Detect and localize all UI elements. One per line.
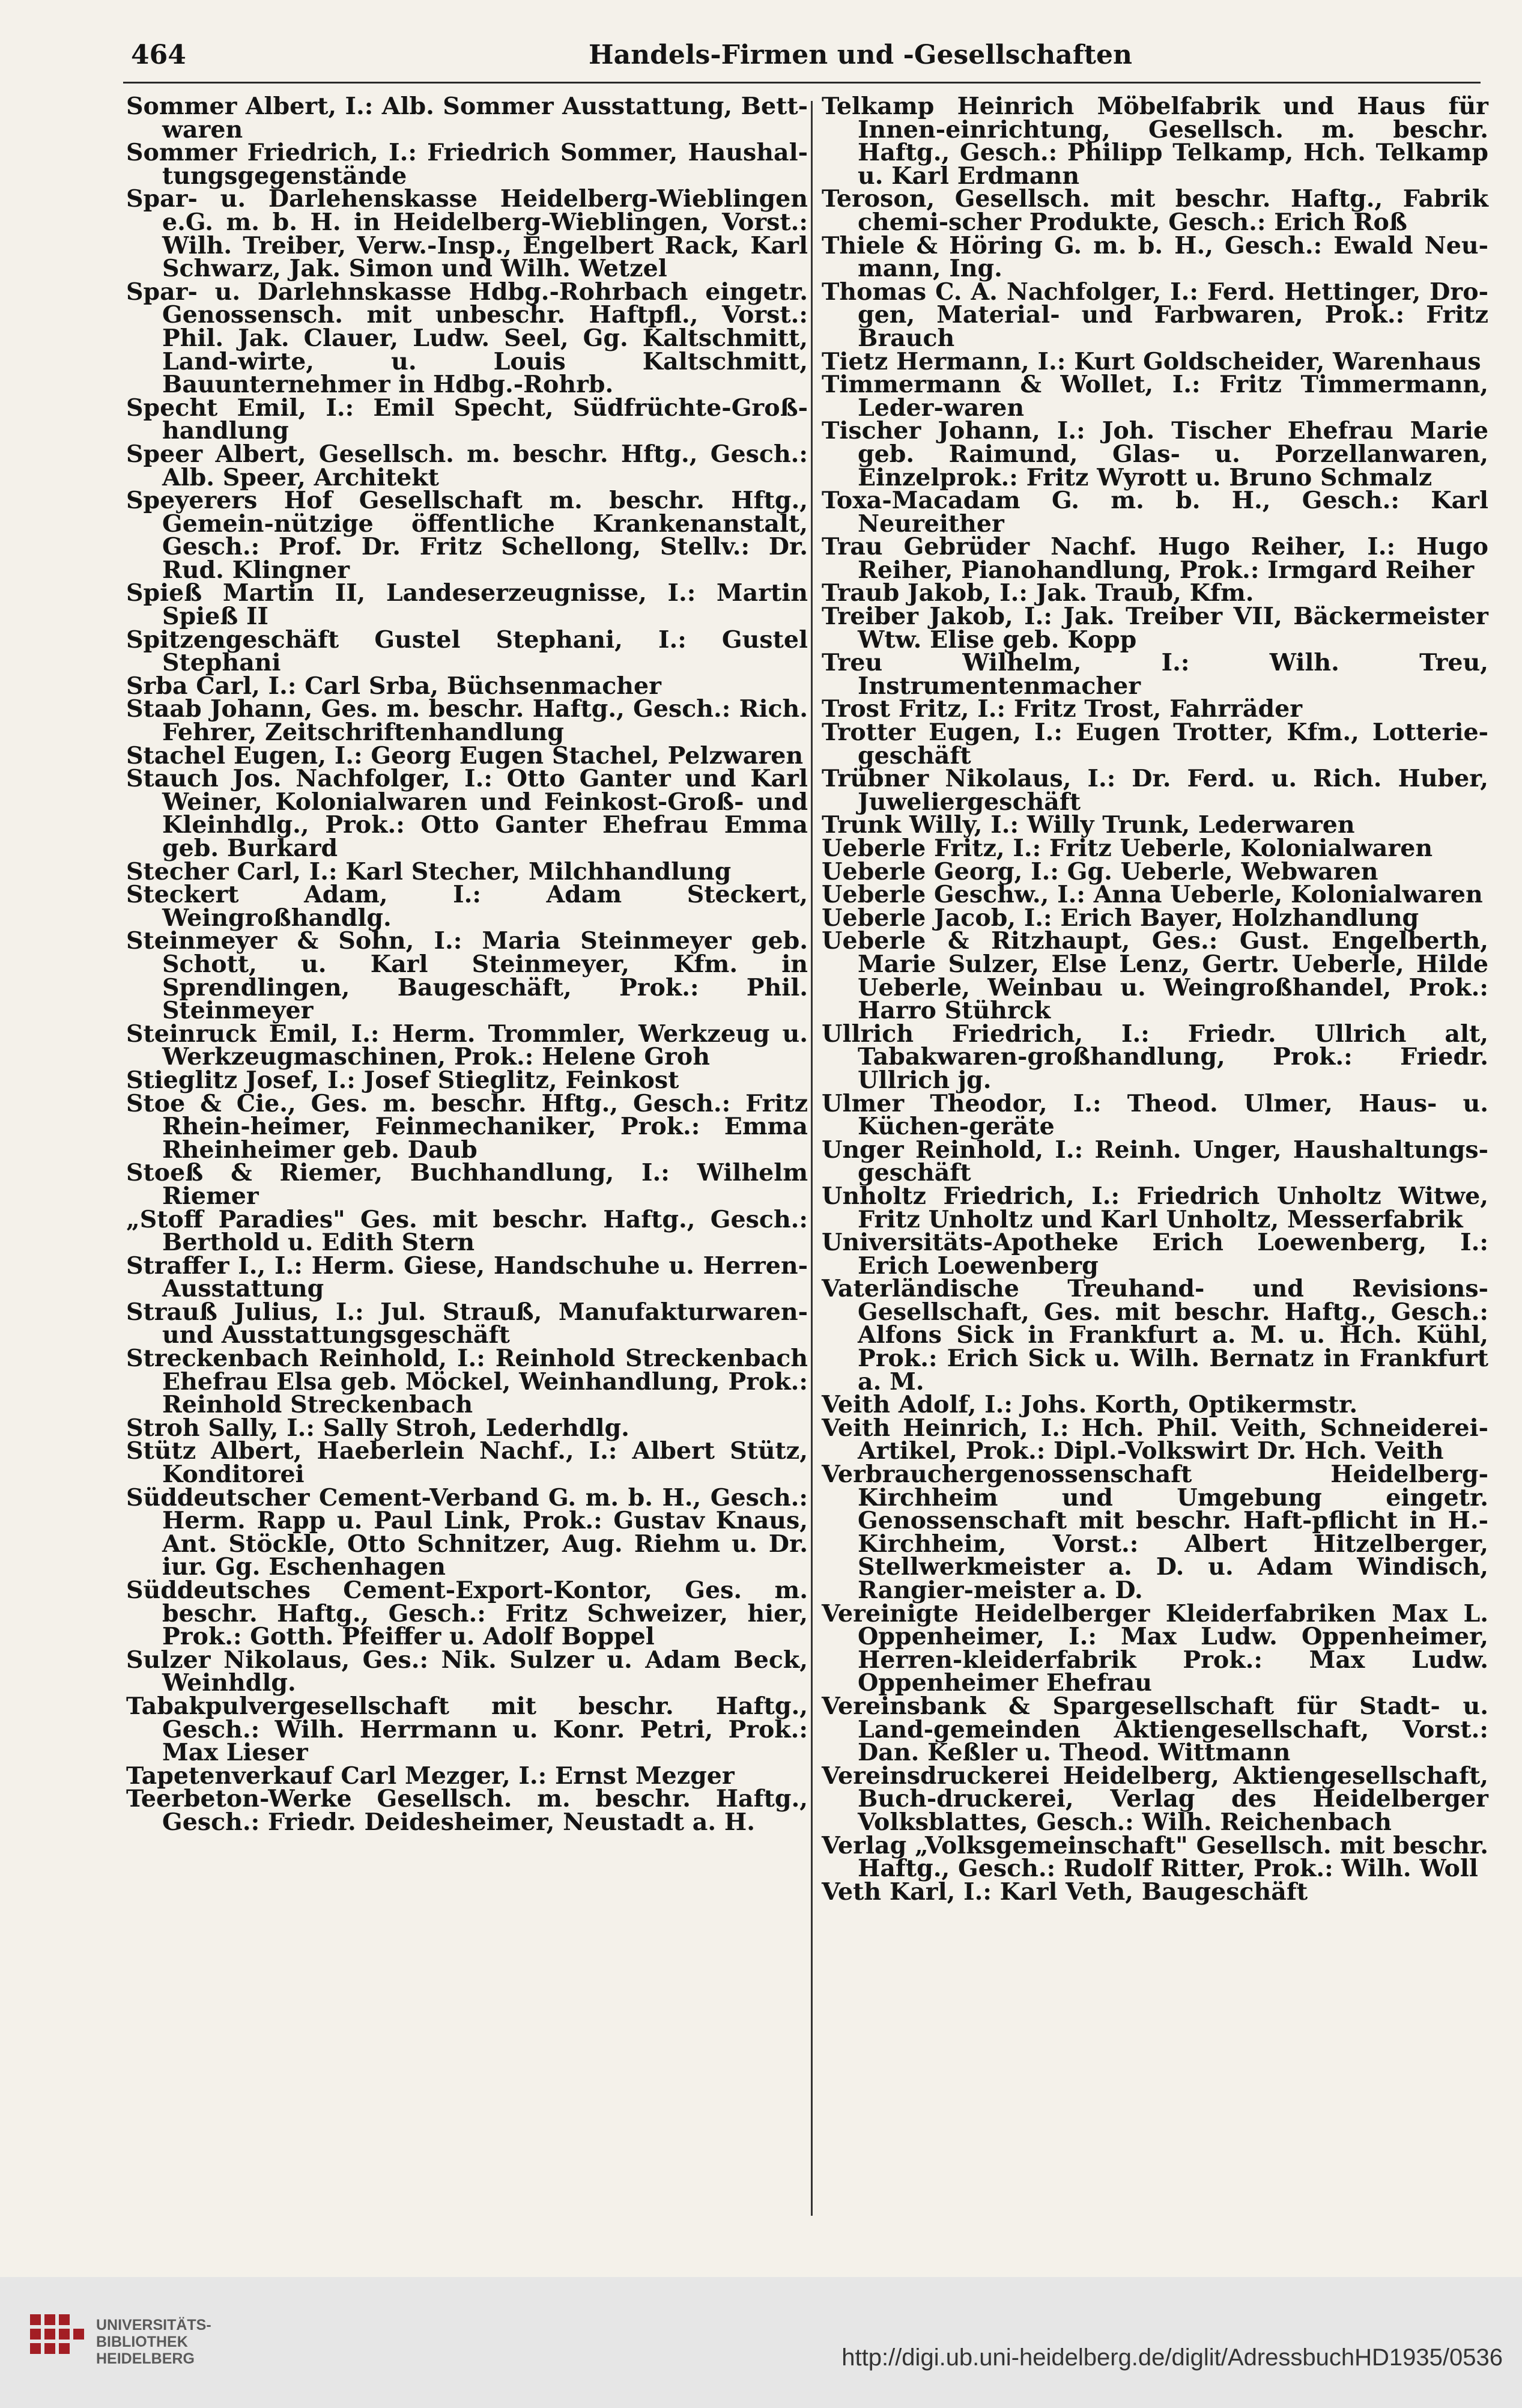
directory-entry: Spar- u. Darlehnskasse Hdbg.-Rohrbach eingetr. Genossensch. mit unbeschr. Haftpfl., Vorst.: Phil. Jak. Clauer, Ludw. Seel, Gg. Kaltschmitt, Land-wirte, u. Louis Kaltschmitt, Bauunternehmer in Hdbg.-Rohrb. <box>126 278 808 399</box>
directory-entry: Specht Emil, I.: Emil Specht, Südfrüchte-Groß-handlung <box>126 394 808 445</box>
directory-entry: Straffer I., I.: Herm. Giese, Handschuhe u. Herren-Ausstattung <box>126 1251 808 1303</box>
directory-entry: Treu Wilhelm, I.: Wilh. Treu, Instrumentenmacher <box>822 649 1488 700</box>
directory-entry: Tietz Hermann, I.: Kurt Goldscheider, Warenhaus <box>822 347 1481 375</box>
directory-entry: Stroh Sally, I.: Sally Stroh, Lederhdlg. <box>126 1414 629 1442</box>
directory-entry: Steinmeyer & Sohn, I.: Maria Steinmeyer geb. Schott, u. Karl Steinmeyer, Kfm. in Sprendlingen, Baugeschäft, Prok.: Phil. Steinmeyer <box>126 927 808 1025</box>
directory-entry: Süddeutsches Cement-Export-Kontor, Ges. m. beschr. Haftg., Gesch.: Fritz Schweizer, hier, Prok.: Gotth. Pfeiffer u. Adolf Boppel <box>126 1576 808 1651</box>
directory-entry: Stoe & Cie., Ges. m. beschr. Hftg., Gesch.: Fritz Rhein-heimer, Feinmechaniker, Prok.: Emma Rheinheimer geb. Daub <box>126 1089 808 1164</box>
library-name <box>96 2317 211 2367</box>
directory-entry: Ueberle Jacob, I.: Erich Bayer, Holzhandlung <box>822 904 1419 932</box>
directory-entry: Ueberle Geschw., I.: Anna Ueberle, Kolonialwaren <box>822 881 1483 909</box>
directory-entry: Toxa-Macadam G. m. b. H., Gesch.: Karl Neureither <box>822 487 1488 538</box>
directory-entry: Strauß Julius, I.: Jul. Strauß, Manufakturwaren-und Ausstattungsgeschäft <box>126 1298 808 1349</box>
right-column <box>822 93 1488 1906</box>
directory-entry: Spar- u. Darlehenskasse Heidelberg-Wieblingen e.G. m. b. H. in Heidelberg-Wieblingen, Vorst.: Wilh. Treiber, Verw.-Insp., Engelbert Rack, Karl Schwarz, Jak. Simon und Wilh. Wetzel <box>126 185 808 283</box>
directory-entry: „Stoff Paradies" Ges. mit beschr. Haftg., Gesch.: Berthold u. Edith Stern <box>126 1205 808 1257</box>
directory-entry: Tabakpulvergesellschaft mit beschr. Haftg., Gesch.: Wilh. Herrmann u. Konr. Petri, Prok.: Max Lieser <box>126 1692 808 1767</box>
directory-entry: Ueberle & Ritzhaupt, Ges.: Gust. Engelberth, Marie Sulzer, Else Lenz, Gertr. Ueberle, Hilde Ueberle, Weinbau u. Weingroßhandel, Prok.: Harro Stührck <box>822 927 1488 1025</box>
directory-entry: Telkamp Heinrich Möbelfabrik und Haus für Innen-einrichtung, Gesellsch. m. beschr. Haftg., Gesch.: Philipp Telkamp, Hch. Telkamp u. Karl Erdmann <box>822 93 1488 190</box>
directory-entry: Trost Fritz, I.: Fritz Trost, Fahrräder <box>822 695 1303 723</box>
directory-entry: Timmermann & Wollet, I.: Fritz Timmermann, Leder-waren <box>822 371 1488 422</box>
library-footer <box>0 2277 1522 2408</box>
directory-entry: Vereinsbank & Spargesellschaft für Stadt- u. Land-gemeinden Aktiengesellschaft, Vorst.: Dan. Keßler u. Theod. Wittmann <box>822 1692 1488 1767</box>
directory-entry: Speyerers Hof Gesellschaft m. beschr. Hftg., Gemein-nützige öffentliche Krankenanstalt, Gesch.: Prof. Dr. Fritz Schellong, Stellv.: Dr. Rud. Klingner <box>126 487 808 584</box>
directory-entry: Veith Heinrich, I.: Hch. Phil. Veith, Schneiderei-Artikel, Prok.: Dipl.-Volkswirt Dr. Hch. Veith <box>822 1414 1488 1465</box>
page-title: Handels-Firmen und -Gesellschaften <box>589 40 1132 70</box>
directory-entry: Trotter Eugen, I.: Eugen Trotter, Kfm., Lotterie-geschäft <box>822 719 1488 770</box>
directory-entry: Trübner Nikolaus, I.: Dr. Ferd. u. Rich. Huber, Juweliergeschäft <box>822 765 1488 816</box>
directory-entry: Vereinsdruckerei Heidelberg, Aktiengesellschaft, Buch-druckerei, Verlag des Heidelberger Volksblattes, Gesch.: Wilh. Reichenbach <box>822 1762 1488 1836</box>
directory-entry: Universitäts-Apotheke Erich Loewenberg, I.: Erich Loewenberg <box>822 1229 1488 1280</box>
directory-entry: Sommer Friedrich, I.: Friedrich Sommer, Haushal-tungsgegenstände <box>126 139 808 190</box>
directory-entry: Staab Johann, Ges. m. beschr. Haftg., Gesch.: Rich. Fehrer, Zeitschriftenhandlung <box>126 695 808 747</box>
library-logo-icon <box>30 2314 84 2368</box>
directory-entry: Stauch Jos. Nachfolger, I.: Otto Ganter und Karl Weiner, Kolonialwaren und Feinkost-Groß- und Kleinhdlg., Prok.: Otto Ganter Ehefrau Emma geb. Burkard <box>126 765 808 862</box>
page-header <box>0 35 1522 83</box>
library-name-line: BIBLIOTHEK <box>96 2334 188 2350</box>
directory-entry: Stecher Carl, I.: Karl Stecher, Milchhandlung <box>126 857 732 886</box>
column-divider <box>811 101 813 2216</box>
directory-entry: Stoeß & Riemer, Buchhandlung, I.: Wilhelm Riemer <box>126 1159 808 1210</box>
directory-entry: Teroson, Gesellsch. mit beschr. Haftg., Fabrik chemi-scher Produkte, Gesch.: Erich Roß <box>822 185 1488 236</box>
source-url[interactable]: http://digi.ub.uni-heidelberg.de/diglit/AdressbuchHD1935/0536 <box>841 2344 1503 2371</box>
page-number: 464 <box>131 40 186 70</box>
directory-entry: Vereinigte Heidelberger Kleiderfabriken Max L. Oppenheimer, I.: Max Ludw. Oppenheimer, Herren-kleiderfabrik Prok.: Max Ludw. Oppenheimer Ehefrau <box>822 1599 1488 1697</box>
directory-entry: Streckenbach Reinhold, I.: Reinhold Streckenbach Ehefrau Elsa geb. Möckel, Weinhandlung, Prok.: Reinhold Streckenbach <box>126 1345 808 1419</box>
directory-entry: Tapetenverkauf Carl Mezger, I.: Ernst Mezger <box>126 1762 735 1790</box>
directory-entry: Vaterländische Treuhand- und Revisions-Gesellschaft, Ges. mit beschr. Haftg., Gesch.: Alfons Sick in Frankfurt a. M. u. Hch. Kühl, Prok.: Erich Sick u. Wilh. Bernatz in Frankfurt a. M. <box>822 1275 1488 1396</box>
directory-entry: Trau Gebrüder Nachf. Hugo Reiher, I.: Hugo Reiher, Pianohandlung, Prok.: Irmgard Reiher <box>822 533 1488 584</box>
directory-entry: Unger Reinhold, I.: Reinh. Unger, Haushaltungs-geschäft <box>822 1136 1488 1187</box>
directory-entry: Srba Carl, I.: Carl Srba, Büchsenmacher <box>126 672 661 700</box>
directory-entry: Stütz Albert, Haeberlein Nachf., I.: Albert Stütz, Konditorei <box>126 1437 808 1489</box>
directory-entry: Ullrich Friedrich, I.: Friedr. Ullrich alt, Tabakwaren-großhandlung, Prok.: Friedr. Ullrich jg. <box>822 1020 1488 1094</box>
directory-entry: Verlag „Volksgemeinschaft" Gesellsch. mit beschr. Haftg., Gesch.: Rudolf Ritter, Prok.: Wilh. Woll <box>822 1831 1488 1883</box>
directory-entry: Trunk Willy, I.: Willy Trunk, Lederwaren <box>822 811 1355 839</box>
directory-entry: Ueberle Fritz, I.: Fritz Ueberle, Kolonialwaren <box>822 835 1433 862</box>
directory-entry: Unholtz Friedrich, I.: Friedrich Unholtz Witwe, Fritz Unholtz und Karl Unholtz, Messerfabrik <box>822 1182 1488 1233</box>
directory-entry: Veth Karl, I.: Karl Veth, Baugeschäft <box>822 1877 1308 1906</box>
directory-entry: Speer Albert, Gesellsch. m. beschr. Hftg., Gesch.: Alb. Speer, Architekt <box>126 440 808 491</box>
directory-entry: Thomas C. A. Nachfolger, I.: Ferd. Hettinger, Dro-gen, Material- und Farbwaren, Prok.: Fritz Brauch <box>822 278 1488 352</box>
left-column <box>126 95 808 1834</box>
directory-entry: Stachel Eugen, I.: Georg Eugen Stachel, Pelzwaren <box>126 741 804 770</box>
directory-entry: Ueberle Georg, I.: Gg. Ueberle, Webwaren <box>822 857 1378 886</box>
directory-entry: Sulzer Nikolaus, Ges.: Nik. Sulzer u. Adam Beck, Weinhdlg. <box>126 1646 808 1697</box>
directory-entry: Traub Jakob, I.: Jak. Traub, Kfm. <box>822 579 1254 607</box>
directory-entry: Tischer Johann, I.: Joh. Tischer Ehefrau Marie geb. Raimund, Glas- u. Porzellanwaren, Einzelprok.: Fritz Wyrott u. Bruno Schmalz <box>822 417 1488 491</box>
directory-entry: Verbrauchergenossenschaft Heidelberg-Kirchheim und Umgebung eingetr. Genossenschaft mit beschr. Haft-pflicht in H.-Kirchheim, Vorst.: Albert Hitzelberger, Stellwerkmeister a. D. u. Adam Windisch, Rangier-meister a. D. <box>822 1461 1488 1604</box>
directory-entry: Sommer Albert, I.: Alb. Sommer Ausstattung, Bett-waren <box>126 93 808 144</box>
directory-entry: Spieß Martin II, Landeserzeugnisse, I.: Martin Spieß II <box>126 579 808 631</box>
directory-entry: Steckert Adam, I.: Adam Steckert, Weingroßhandlg. <box>126 881 808 932</box>
directory-entry: Thiele & Höring G. m. b. H., Gesch.: Ewald Neu-mann, Ing. <box>822 231 1488 283</box>
directory-entry: Teerbeton-Werke Gesellsch. m. beschr. Haftg., Gesch.: Friedr. Deidesheimer, Neustadt a. H. <box>126 1785 808 1836</box>
directory-entry: Treiber Jakob, I.: Jak. Treiber VII, Bäckermeister Wtw. Elise geb. Kopp <box>822 603 1488 654</box>
header-rule <box>123 82 1481 84</box>
directory-entry: Spitzengeschäft Gustel Stephani, I.: Gustel Stephani <box>126 625 808 677</box>
directory-entry: Ulmer Theodor, I.: Theod. Ulmer, Haus- u. Küchen-geräte <box>822 1089 1488 1141</box>
directory-entry: Stieglitz Josef, I.: Josef Stieglitz, Feinkost <box>126 1066 679 1094</box>
directory-entry: Süddeutscher Cement-Verband G. m. b. H., Gesch.: Herm. Rapp u. Paul Link, Prok.: Gustav Knaus, Ant. Stöckle, Otto Schnitzer, Aug. Riehm u. Dr. iur. Gg. Eschenhagen <box>126 1483 808 1581</box>
directory-entry: Steinruck Emil, I.: Herm. Trommler, Werkzeug u. Werkzeugmaschinen, Prok.: Helene Groh <box>126 1020 808 1071</box>
library-name-line: HEIDELBERG <box>96 2350 195 2367</box>
directory-entry: Veith Adolf, I.: Johs. Korth, Optikermstr. <box>822 1391 1358 1419</box>
library-name-line: UNIVERSITÄTS- <box>96 2317 211 2334</box>
